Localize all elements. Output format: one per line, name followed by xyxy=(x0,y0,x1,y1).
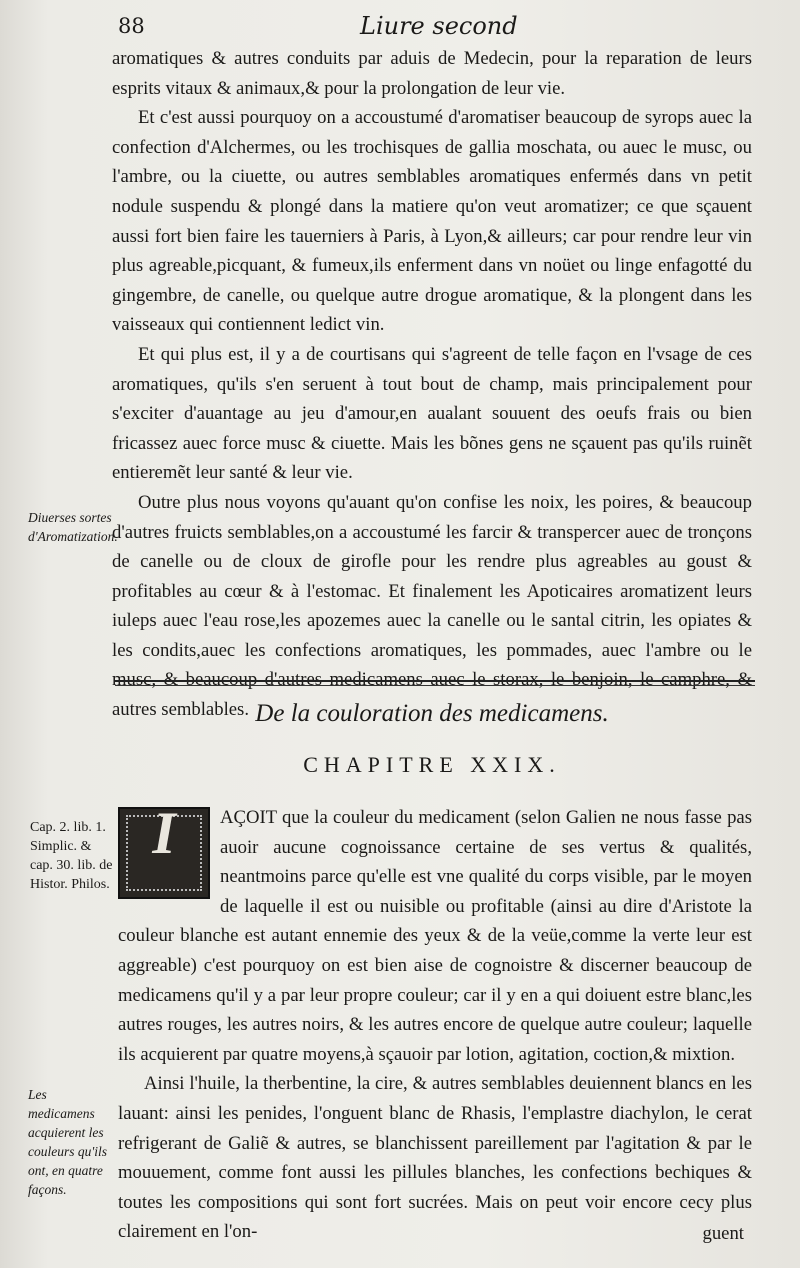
section-rule-thin xyxy=(115,685,755,686)
margin-reference: Cap. 2. lib. 1. Simplic. & cap. 30. lib. de Histor. Philos. xyxy=(30,820,113,892)
page-header xyxy=(110,12,790,42)
paragraph: Et qui plus est, il y a de courtisans qui s'agreent de telle façon en l'vsage de ces aromatiques, qu'ils s'en seruent à tout bout de champ, mais principalement pour s'exciter d'auantage au jeu d'amour,en aualant souuent des oeufs frais ou bien fricassez auec force musc & ciuette. Mais les bõnes gens ne sçauent pas qu'ils ruinẽt entieremẽt leur santé & leur vie. xyxy=(112,343,752,484)
top-text-block xyxy=(112,44,752,725)
catchword: guent xyxy=(702,1223,744,1244)
paragraph: aromatiques & autres conduits par aduis de Medecin, pour la reparation de leurs esprits vitaux & animaux,& pour la prolongation de leur vie. xyxy=(112,48,752,99)
initial-letter: I xyxy=(152,800,176,866)
paragraph: AÇOIT que la couleur du medicament (selon Galien ne nous fasse pas auoir aucune cognoissance certaine de ses vertus & qualités, neantmoins parce qu'elle est vne qualité du corps visible, par le moyen de laquelle il est ou nuisible ou profitable (ainsi au dire d'Aristote la couleur blanche est autant ennemie des yeux & de la veüe,comme la verte leur est aggreable) c'est pourquoy on est bien aise de cognoistre & discerner beaucoup de medicamens qu'il y a par leur propre couleur; car il y en a qui doiuent estre blanc,les autres rouges, les autres noirs, & les autres encore de quelque autre couleur; laquelle ils acquierent par quatre moyens,à sçauoir par lotion, agitation, coction,& mixtion. xyxy=(118,807,752,1065)
ornamental-initial xyxy=(118,800,210,899)
paragraph: Outre plus nous voyons qu'auant qu'on confise les noix, les poires, & beaucoup d'autres fruicts semblables,on a accoustumé les farcir & transpercer auec de tronçons de canelle ou de cloux de girofle pour les rendre plus agreables au goust & profitables au cœur & à l'estomac. Et finalement les Apoticaires aromatizent leurs iuleps auec l'eau rose,les apozemes auec la canelle ou le santal citrin, les opiates & les condits,auec les confections aromatiques, les pommades, auec l'ambre ou le musc, & beaucoup d'autres medicamens auec le storax, le benjoin, le camphre, & autres semblables. xyxy=(112,491,752,721)
margin-note-colors: Les medicamens acquierent les couleurs qu'ils ont, en quatre façons. xyxy=(28,1087,108,1197)
chapter-text-block xyxy=(118,800,752,1247)
page-number: 88 xyxy=(118,14,145,38)
paragraph: Et c'est aussi pourquoy on a accoustumé d'aromatiser beaucoup de syrops auec la confection d'Alchermes, ou les trochisques de gallia moschata, ou auec le musc, ou l'ambre, ou la ciuette, ou autres semblables aromatiques enfermés dans vn petit nodule suspendu & plongé dans la matiere qu'on veut aromatizer; ce que sçauent aussi fort bien faire les tauerniers à Paris, à Lyon,& ailleurs; car pour rendre leur vin plus agreable,picquant, & fumeux,ils enferment dans vn noüet ou linge enfagotté du gingembre, de canelle, ou quelque autre drogue aromatique, & la plongent dans les vaisseaux qui contiennent ledict vin. xyxy=(112,107,752,336)
section-rule xyxy=(115,680,755,682)
chapter-heading: CHAPITRE XXIX. xyxy=(303,752,561,777)
section-title: De la couloration des medicamens. xyxy=(255,700,609,727)
running-title: Liure second xyxy=(360,12,518,40)
margin-note-aromatization: Diuerses sortes d'Aromatization. xyxy=(28,510,118,544)
paragraph: Ainsi l'huile, la therbentine, la cire, & autres semblables deuiennent blancs en les lauant: ainsi les penides, l'onguent blanc de Rhasis, l'emplastre diachylon, le cerat refrigerant de Galiẽ & autres, se blanchissent pareillement par l'agitation & par le mouuement, comme font aussi les pillules blanches, les confections bechiques & toutes les compositions qui sont fort sucrées. Mais on peut voir encore cecy plus clairement en l'on- xyxy=(118,1073,752,1243)
